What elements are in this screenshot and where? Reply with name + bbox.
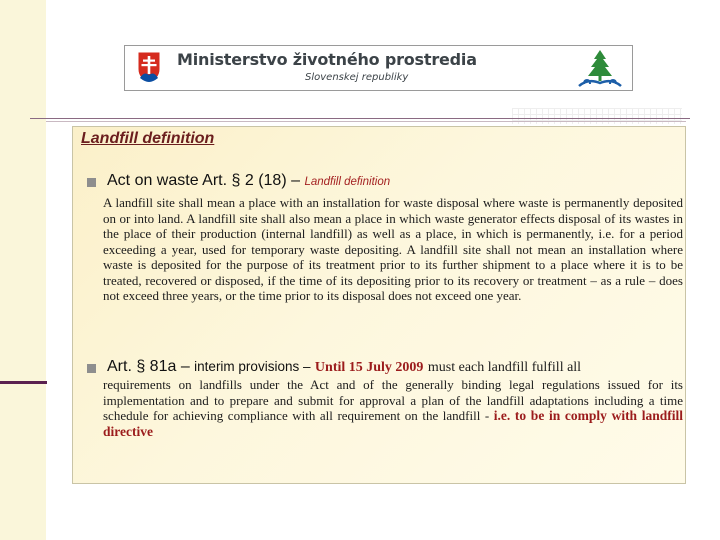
- bullet-1-heading: Act on waste Art. § 2 (18) –: [107, 172, 300, 189]
- tree-logo-icon: [575, 48, 625, 88]
- bullet-2-text-block: [103, 377, 683, 439]
- slide-title: Landfill definition: [81, 130, 215, 147]
- bullet-2-deadline: Until 15 July 2009: [314, 360, 424, 375]
- ministry-logo-banner: [124, 45, 633, 91]
- bullet-2-subheading: interim provisions –: [194, 359, 311, 374]
- bullet-heading-1: [107, 172, 390, 190]
- bullet-heading-2: [107, 358, 581, 376]
- bullet-square-icon: [87, 364, 96, 373]
- left-accent-bar: [0, 381, 47, 384]
- bullet-2-text: requirements on landfills under the Act and of the generally binding legal regulations issued for its implementation and to prepare and submit for approval a plan of the landfill adaptations including a time schedule for achieving compliance with all requirement on the landfill -: [103, 377, 683, 423]
- bullet-2-lead: must each landfill fulfill all: [427, 360, 582, 375]
- ministry-name: Ministerstvo životného prostredia: [177, 50, 477, 69]
- header-divider-secondary: [46, 121, 686, 122]
- ministry-subtitle: Slovenskej republiky: [305, 72, 409, 83]
- bullet-1-subheading: Landfill definition: [304, 176, 391, 188]
- bullet-1-text: A landfill site shall mean a place with an installation for waste disposal where waste is permanently deposited on or into land. A landfill site shall also mean a place in which waste generator effects disposal of its wastes in the place of their production (internal landfill) as well as a place, in which is permanently, i.e. for a period exceeding a year, used for temporary waste depositing. A landfill site shall not mean an installation where waste is deposited for the purpose of its treatment prior to its further shipment to a place where it is to be treated, recovered or disposed, if the time of its depositing prior to its recovery or treatment – as a rule – does not exceed three years, or the time prior to its disposal does not exceed one year.: [103, 195, 683, 303]
- header-divider: [30, 118, 690, 119]
- left-decor-strip: [0, 0, 46, 540]
- bullet-square-icon: [87, 178, 96, 187]
- slide-content-box: [72, 126, 686, 484]
- slovak-coat-of-arms-icon: [137, 51, 161, 83]
- bullet-2-emphasis: i.e. to be in comply with landfill directive: [103, 408, 683, 439]
- bullet-2-heading: Art. § 81a –: [107, 358, 190, 375]
